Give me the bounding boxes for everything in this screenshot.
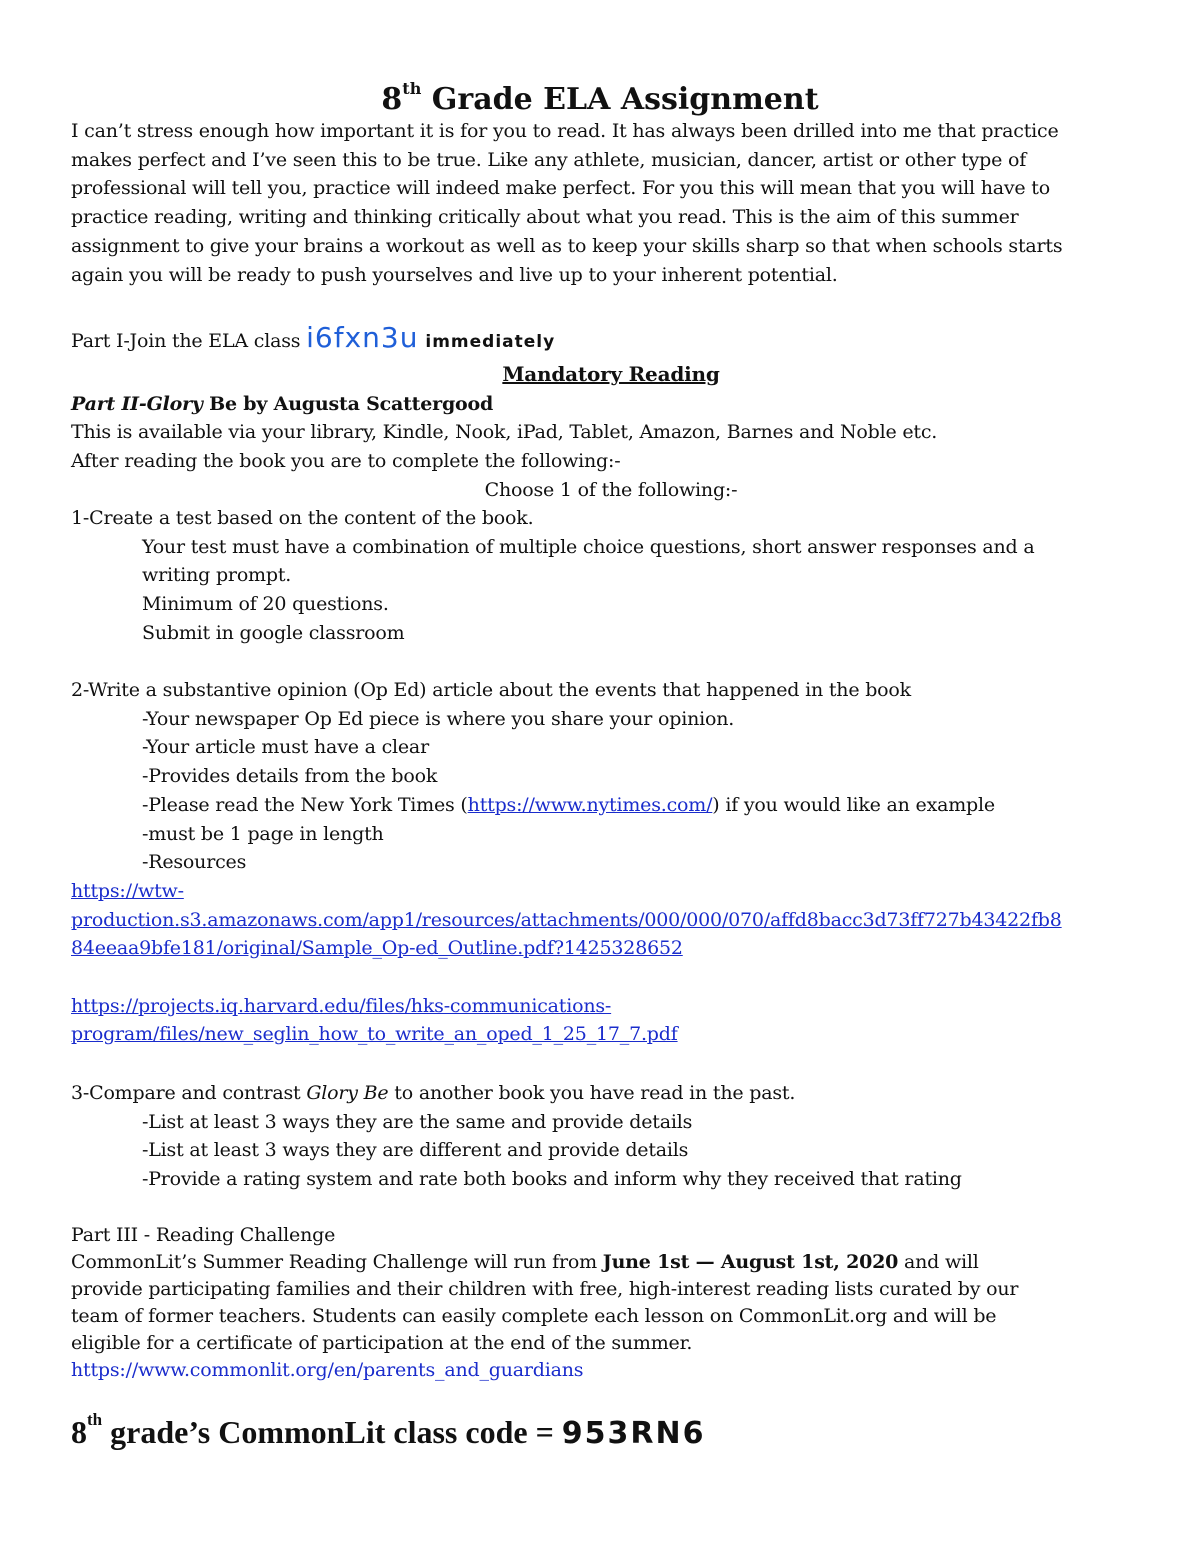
option-2 [71, 676, 1151, 1049]
resource-link-1[interactable]: production.s3.amazonaws.com/app1/resources/attachments/000/000/070/affd8bacc3d73ff727b43422fb8 [71, 908, 1062, 931]
page-title [0, 74, 1200, 119]
option-2-title: 2-Write a substantive opinion (Op Ed) article about the events that happened in the book [71, 679, 911, 701]
option-1-title: 1-Create a test based on the content of the book. [71, 507, 534, 529]
option-3-item: -List at least 3 ways they are different and provide details [142, 1139, 689, 1162]
choose-text: Choose 1 of the following:- [484, 478, 738, 501]
option-2-nyt-line: -Please read the New York Times (https://www.nytimes.com/) if you would like an example [142, 793, 995, 816]
intro-paragraph [71, 117, 1131, 289]
resource-link-1[interactable]: 84eeaa9bfe181/original/Sample_Op-ed_Outline.pdf?1425328652 [71, 937, 683, 960]
part-3-heading: Part III - Reading Challenge [71, 1224, 336, 1246]
intro-line: professional will tell you, practice will indeed make perfect. For you this will mean that you will have to [71, 177, 1050, 200]
title-text: Grade ELA Assignment [421, 82, 819, 117]
title-grade-number: 8 [381, 82, 403, 117]
intro-line: I can’t stress enough how important it is for you to read. It has always been drilled into me that practice [71, 120, 1059, 142]
option-1 [71, 504, 1151, 648]
commonlit-class-code: 8th grade’s CommonLit class code = 953RN6 [71, 1410, 706, 1451]
option-2-item: -Your article must have a clear [142, 736, 429, 759]
part-1-prefix: Part I-Join the ELA class [71, 330, 307, 352]
commonlit-link[interactable]: https://www.commonlit.org/en/parents_and_guardians [71, 1359, 584, 1381]
instructions-text: After reading the book you are to complete the following:- [71, 450, 621, 473]
part-3-line: CommonLit’s Summer Reading Challenge will run from June 1st — August 1st, 2020 and will [71, 1251, 979, 1273]
part-3-line: eligible for a certificate of participation at the end of the summer. [71, 1332, 693, 1354]
resource-link-2[interactable]: https://projects.iq.harvard.edu/files/hks-communications- [71, 994, 612, 1017]
mandatory-reading-heading: Mandatory Reading [502, 362, 720, 386]
resource-link-1[interactable]: https://wtw- [71, 879, 184, 902]
option-3-title: 3-Compare and contrast Glory Be to another book you have read in the past. [71, 1082, 796, 1104]
challenge-dates: June 1st — August 1st, 2020 [602, 1251, 899, 1273]
option-3-item: -Provide a rating system and rate both books and inform why they received that rating [142, 1168, 962, 1191]
part-1-line [71, 321, 1151, 357]
spacer [71, 963, 1151, 992]
availability-text: This is available via your library, Kindle, Nook, iPad, Tablet, Amazon, Barnes and Noble etc. [71, 421, 938, 444]
option-1-item: writing prompt. [142, 564, 292, 587]
intro-line: assignment to give your brains a workout as well as to keep your skills sharp so that when schools starts [71, 234, 1063, 257]
part-3 [71, 1222, 1151, 1384]
option-2-item: -must be 1 page in length [142, 822, 384, 845]
part-3-line: team of former teachers. Students can easily complete each lesson on CommonLit.org and will be [71, 1305, 997, 1327]
intro-line: practice reading, writing and thinking critically about what you read. This is the aim of this summer [71, 206, 1019, 229]
part-2-heading: Part II-Glory Be by Augusta Scattergood [71, 392, 494, 415]
intro-line: makes perfect and I’ve seen this to be true. Like any athlete, musician, dancer, artist or other type of [71, 148, 1027, 171]
title-grade-suffix: th [402, 79, 422, 98]
option-3 [71, 1079, 1151, 1194]
option-2-item: -Provides details from the book [142, 765, 438, 788]
option-1-item: Minimum of 20 questions. [142, 593, 389, 616]
part-1 [71, 321, 1151, 357]
commonlit-code-value: 953RN6 [561, 1416, 706, 1451]
nytimes-link[interactable]: https://www.nytimes.com/ [467, 793, 713, 816]
option-2-item: -Resources [142, 851, 247, 874]
resource-link-2[interactable]: program/files/new_seglin_how_to_write_an_oped_1_25_17_7.pdf [71, 1023, 678, 1046]
mandatory-reading-section [71, 360, 1151, 505]
option-3-item: -List at least 3 ways they are the same and provide details [142, 1110, 693, 1133]
option-2-item: -Your newspaper Op Ed piece is where you share your opinion. [142, 707, 735, 730]
ela-class-code: i6fxn3u [306, 321, 419, 354]
option-1-item: Your test must have a combination of multiple choice questions, short answer responses and a [142, 535, 1035, 558]
part-1-suffix: immediately [418, 332, 556, 352]
option-1-item: Submit in google classroom [142, 621, 405, 644]
intro-line: again you will be ready to push yourselves and live up to your inherent potential. [71, 263, 838, 286]
part-3-line: provide participating families and their children with free, high-interest reading lists curated by our [71, 1278, 1019, 1300]
